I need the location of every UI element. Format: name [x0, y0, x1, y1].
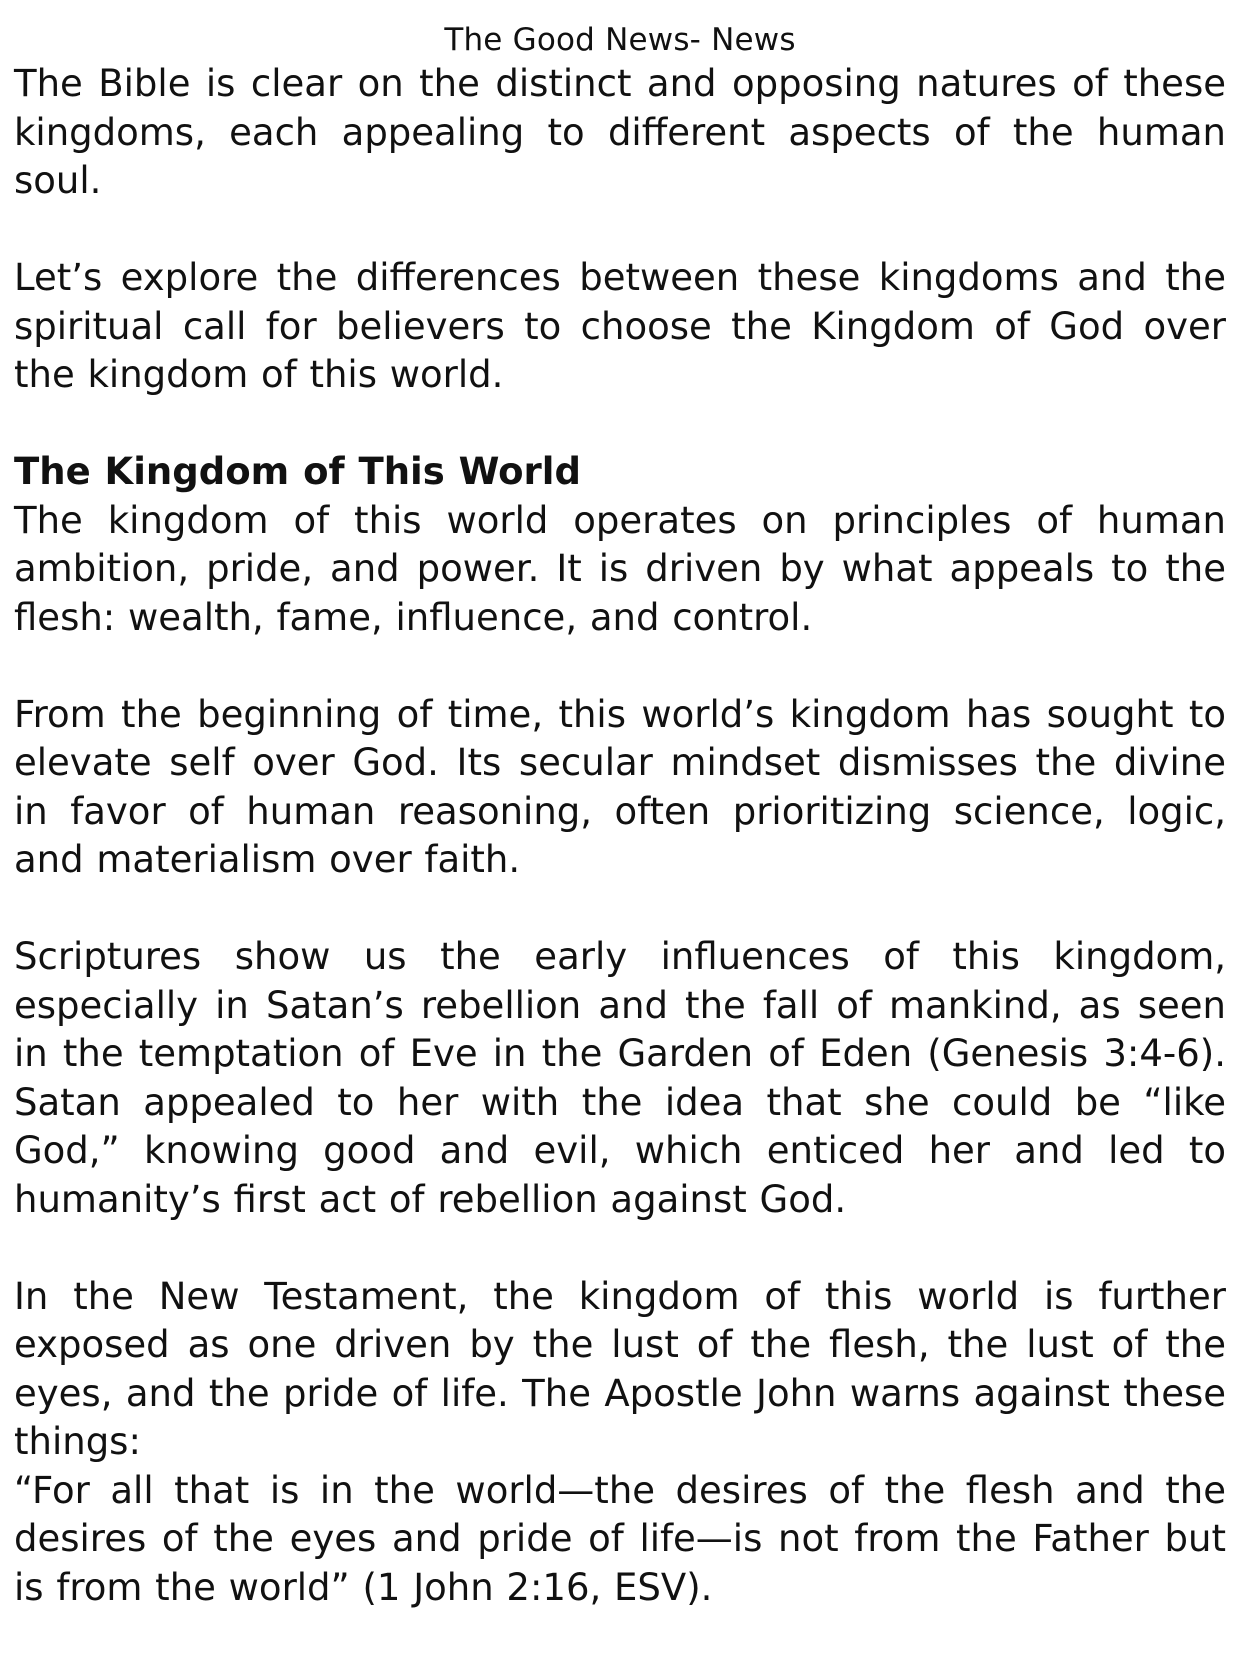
document-body — [14, 60, 1226, 1612]
page-header-title: The Good News- News — [444, 22, 796, 58]
section-heading-kingdom-of-this-world: The Kingdom of This World — [14, 450, 581, 493]
paragraph-scriptures: Scriptures show us the early influences of this kingdom, especially in Satan’s rebellion and the fall of mankind, as seen in the temptation of Eve in the Garden of Eden (Genesis 3:4-6). Satan appealed to her with the idea that she could be “like God,” knowing good and evil, which enticed her and led to humanity’s first act of rebellion against God. — [14, 935, 1226, 1221]
scripture-quote: “For all that is in the world—the desires of the flesh and the desires of the eyes and pride of life—is not from the Father but is from the world” (1 John 2:16, ESV). — [14, 1468, 1226, 1609]
paragraph-new-testament: In the New Testament, the kingdom of this world is further exposed as one driven by the lust of the flesh, the lust of the eyes, and the pride of life. The Apostle John warns against these things: — [14, 1274, 1226, 1463]
paragraph-beginning-of-time: From the beginning of time, this world’s kingdom has sought to elevate self over God. Its secular mindset dismisses the divine in favor of human reasoning, often prioritizing science, logic, and materialism over faith. — [14, 692, 1226, 881]
document-page — [14, 0, 1226, 1612]
paragraph-kingdom-principles: The kingdom of this world operates on principles of human ambition, pride, and power. It is driven by what appeals to the flesh: wealth, fame, influence, and control. — [14, 498, 1226, 639]
paragraph-intro: The Bible is clear on the distinct and opposing natures of these kingdoms, each appealing to different aspects of the human soul. — [14, 62, 1226, 202]
paragraph-explore: Let’s explore the differences between these kingdoms and the spiritual call for believers to choose the Kingdom of God over the kingdom of this world. — [14, 256, 1226, 396]
